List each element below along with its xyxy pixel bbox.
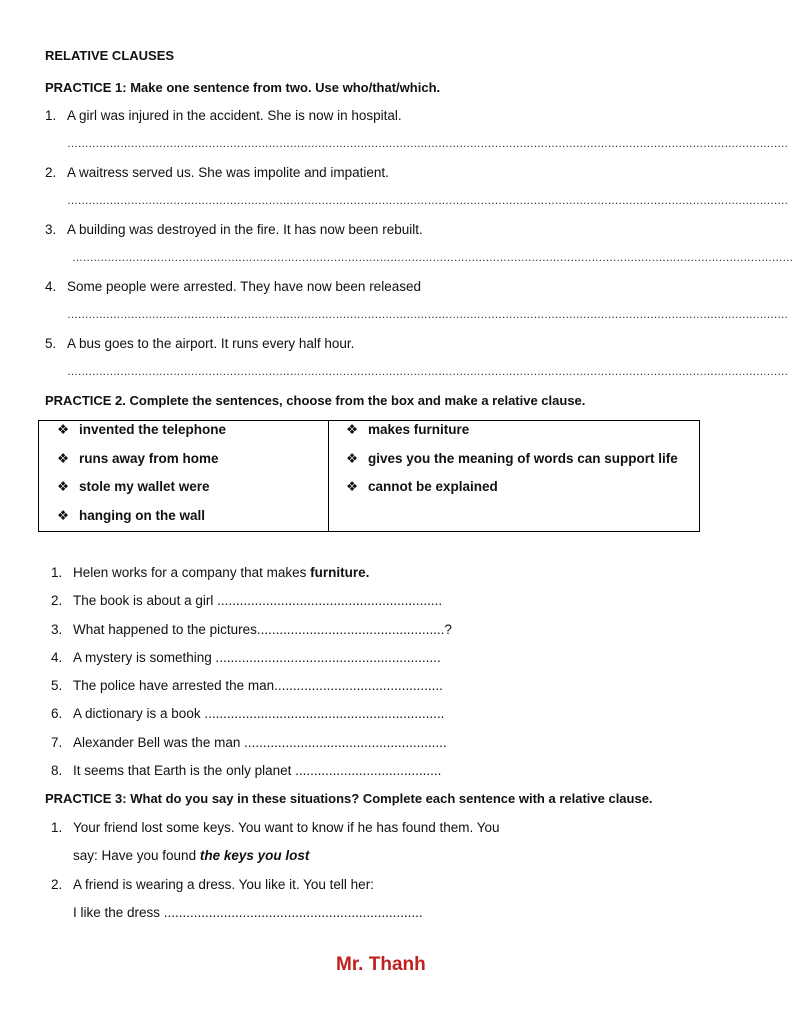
practice1-heading: PRACTICE 1: Make one sentence from two. Use who/that/which. [45, 80, 441, 95]
item-text: It seems that Earth is the only planet ....................................... [73, 763, 442, 778]
box-option-text: stole my wallet were [79, 479, 210, 494]
practice1-item-3 [45, 222, 423, 238]
box-option-text: invented the telephone [79, 422, 227, 437]
practice2-item-3[interactable] [51, 622, 452, 638]
item-answer: the keys you lost [199, 848, 310, 863]
practice2-item-5[interactable] [51, 678, 443, 694]
box-option [346, 422, 469, 438]
item-text: A building was destroyed in the fire. It has now been rebuilt. [67, 222, 423, 237]
item-text: What happened to the pictures..................................................? [73, 622, 452, 637]
item-text: A dictionary is a book ................................................................ [73, 706, 445, 721]
item-text: The police have arrested the man............................................. [73, 678, 443, 693]
box-option [57, 479, 210, 495]
item-number: 7. [51, 735, 63, 750]
practice2-item-4[interactable] [51, 650, 441, 666]
item-number: 8. [51, 763, 63, 778]
item-number: 3. [51, 622, 63, 637]
item-number: 1. [51, 820, 63, 835]
practice2-item-6[interactable] [51, 706, 444, 722]
item-text: Some people were arrested. They have now been released [67, 279, 421, 294]
box-option-text: cannot be explained [368, 479, 498, 494]
box-option [57, 451, 219, 467]
box-option [57, 508, 205, 524]
item-text: Alexander Bell was the man ...................................................... [73, 735, 447, 750]
page-title: RELATIVE CLAUSES [45, 48, 175, 63]
item-number: 2. [45, 165, 57, 180]
item-text: Helen works for a company that makes [73, 565, 311, 580]
item-text: A girl was injured in the accident. She is now in hospital. [67, 108, 402, 123]
practice2-item-1 [51, 565, 369, 581]
answer-line[interactable]: …………………………………………………………………………………………………………………………………………………………………………………… [67, 366, 788, 378]
item-number: 4. [45, 279, 57, 294]
box-option [346, 479, 498, 495]
item-text: A waitress served us. She was impolite and impatient. [67, 165, 389, 180]
answer-line[interactable]: …………………………………………………………………………………………………………………………………………………………………………………… [72, 252, 793, 264]
item-text: A bus goes to the airport. It runs every half hour. [67, 336, 355, 351]
item-number: 1. [51, 565, 63, 580]
item-text: say: Have you found [73, 848, 200, 863]
item-number: 6. [51, 706, 63, 721]
item-number: 2. [51, 877, 63, 892]
diamond-bullet-icon: ❖ [346, 451, 359, 466]
answer-line[interactable]: …………………………………………………………………………………………………………………………………………………………………………………… [67, 195, 788, 207]
practice2-heading: PRACTICE 2. Complete the sentences, choose from the box and make a relative clause. [45, 393, 586, 408]
item-number: 3. [45, 222, 57, 237]
diamond-bullet-icon: ❖ [346, 422, 359, 437]
item-text: A mystery is something ............................................................ [73, 650, 441, 665]
practice2-item-2[interactable] [51, 593, 442, 609]
diamond-bullet-icon: ❖ [57, 508, 70, 523]
box-option [57, 422, 226, 438]
box-divider [328, 421, 329, 531]
box-option-text: makes furniture [368, 422, 470, 437]
diamond-bullet-icon: ❖ [57, 451, 70, 466]
box-option-text: runs away from home [79, 451, 219, 466]
item-text: The book is about a girl ............................................................ [73, 593, 443, 608]
diamond-bullet-icon: ❖ [57, 479, 70, 494]
item-text: A friend is wearing a dress. You like it. You tell her: [73, 877, 374, 892]
practice3-item-2-line2[interactable] [73, 905, 423, 921]
practice3-heading: PRACTICE 3: What do you say in these situations? Complete each sentence with a relative clause. [45, 791, 653, 806]
item-number: 5. [45, 336, 57, 351]
practice2-item-8[interactable] [51, 763, 441, 779]
diamond-bullet-icon: ❖ [57, 422, 70, 437]
practice3-item-1-line2 [73, 848, 309, 864]
item-number: 2. [51, 593, 63, 608]
answer-line[interactable]: …………………………………………………………………………………………………………………………………………………………………………………… [67, 138, 788, 150]
practice1-item-5 [45, 336, 354, 352]
author-signature: Mr. Thanh [336, 954, 426, 975]
word-box [38, 420, 700, 532]
practice3-item-2 [51, 877, 374, 893]
answer-line[interactable]: …………………………………………………………………………………………………………………………………………………………………………………… [67, 309, 788, 321]
practice1-item-2 [45, 165, 389, 181]
item-text: Your friend lost some keys. You want to know if he has found them. You [73, 820, 500, 835]
box-option-text: hanging on the wall [79, 508, 205, 523]
item-number: 5. [51, 678, 63, 693]
practice1-item-4 [45, 279, 421, 295]
practice1-item-1 [45, 108, 402, 124]
item-number: 4. [51, 650, 63, 665]
box-option-text: gives you the meaning of words can support life [368, 451, 678, 466]
diamond-bullet-icon: ❖ [346, 479, 359, 494]
box-option [346, 451, 678, 467]
practice2-item-7[interactable] [51, 735, 447, 751]
item-number: 1. [45, 108, 57, 123]
practice3-item-1 [51, 820, 500, 836]
item-text: I like the dress ..................................................................... [73, 905, 423, 920]
item-answer: furniture. [310, 565, 370, 580]
